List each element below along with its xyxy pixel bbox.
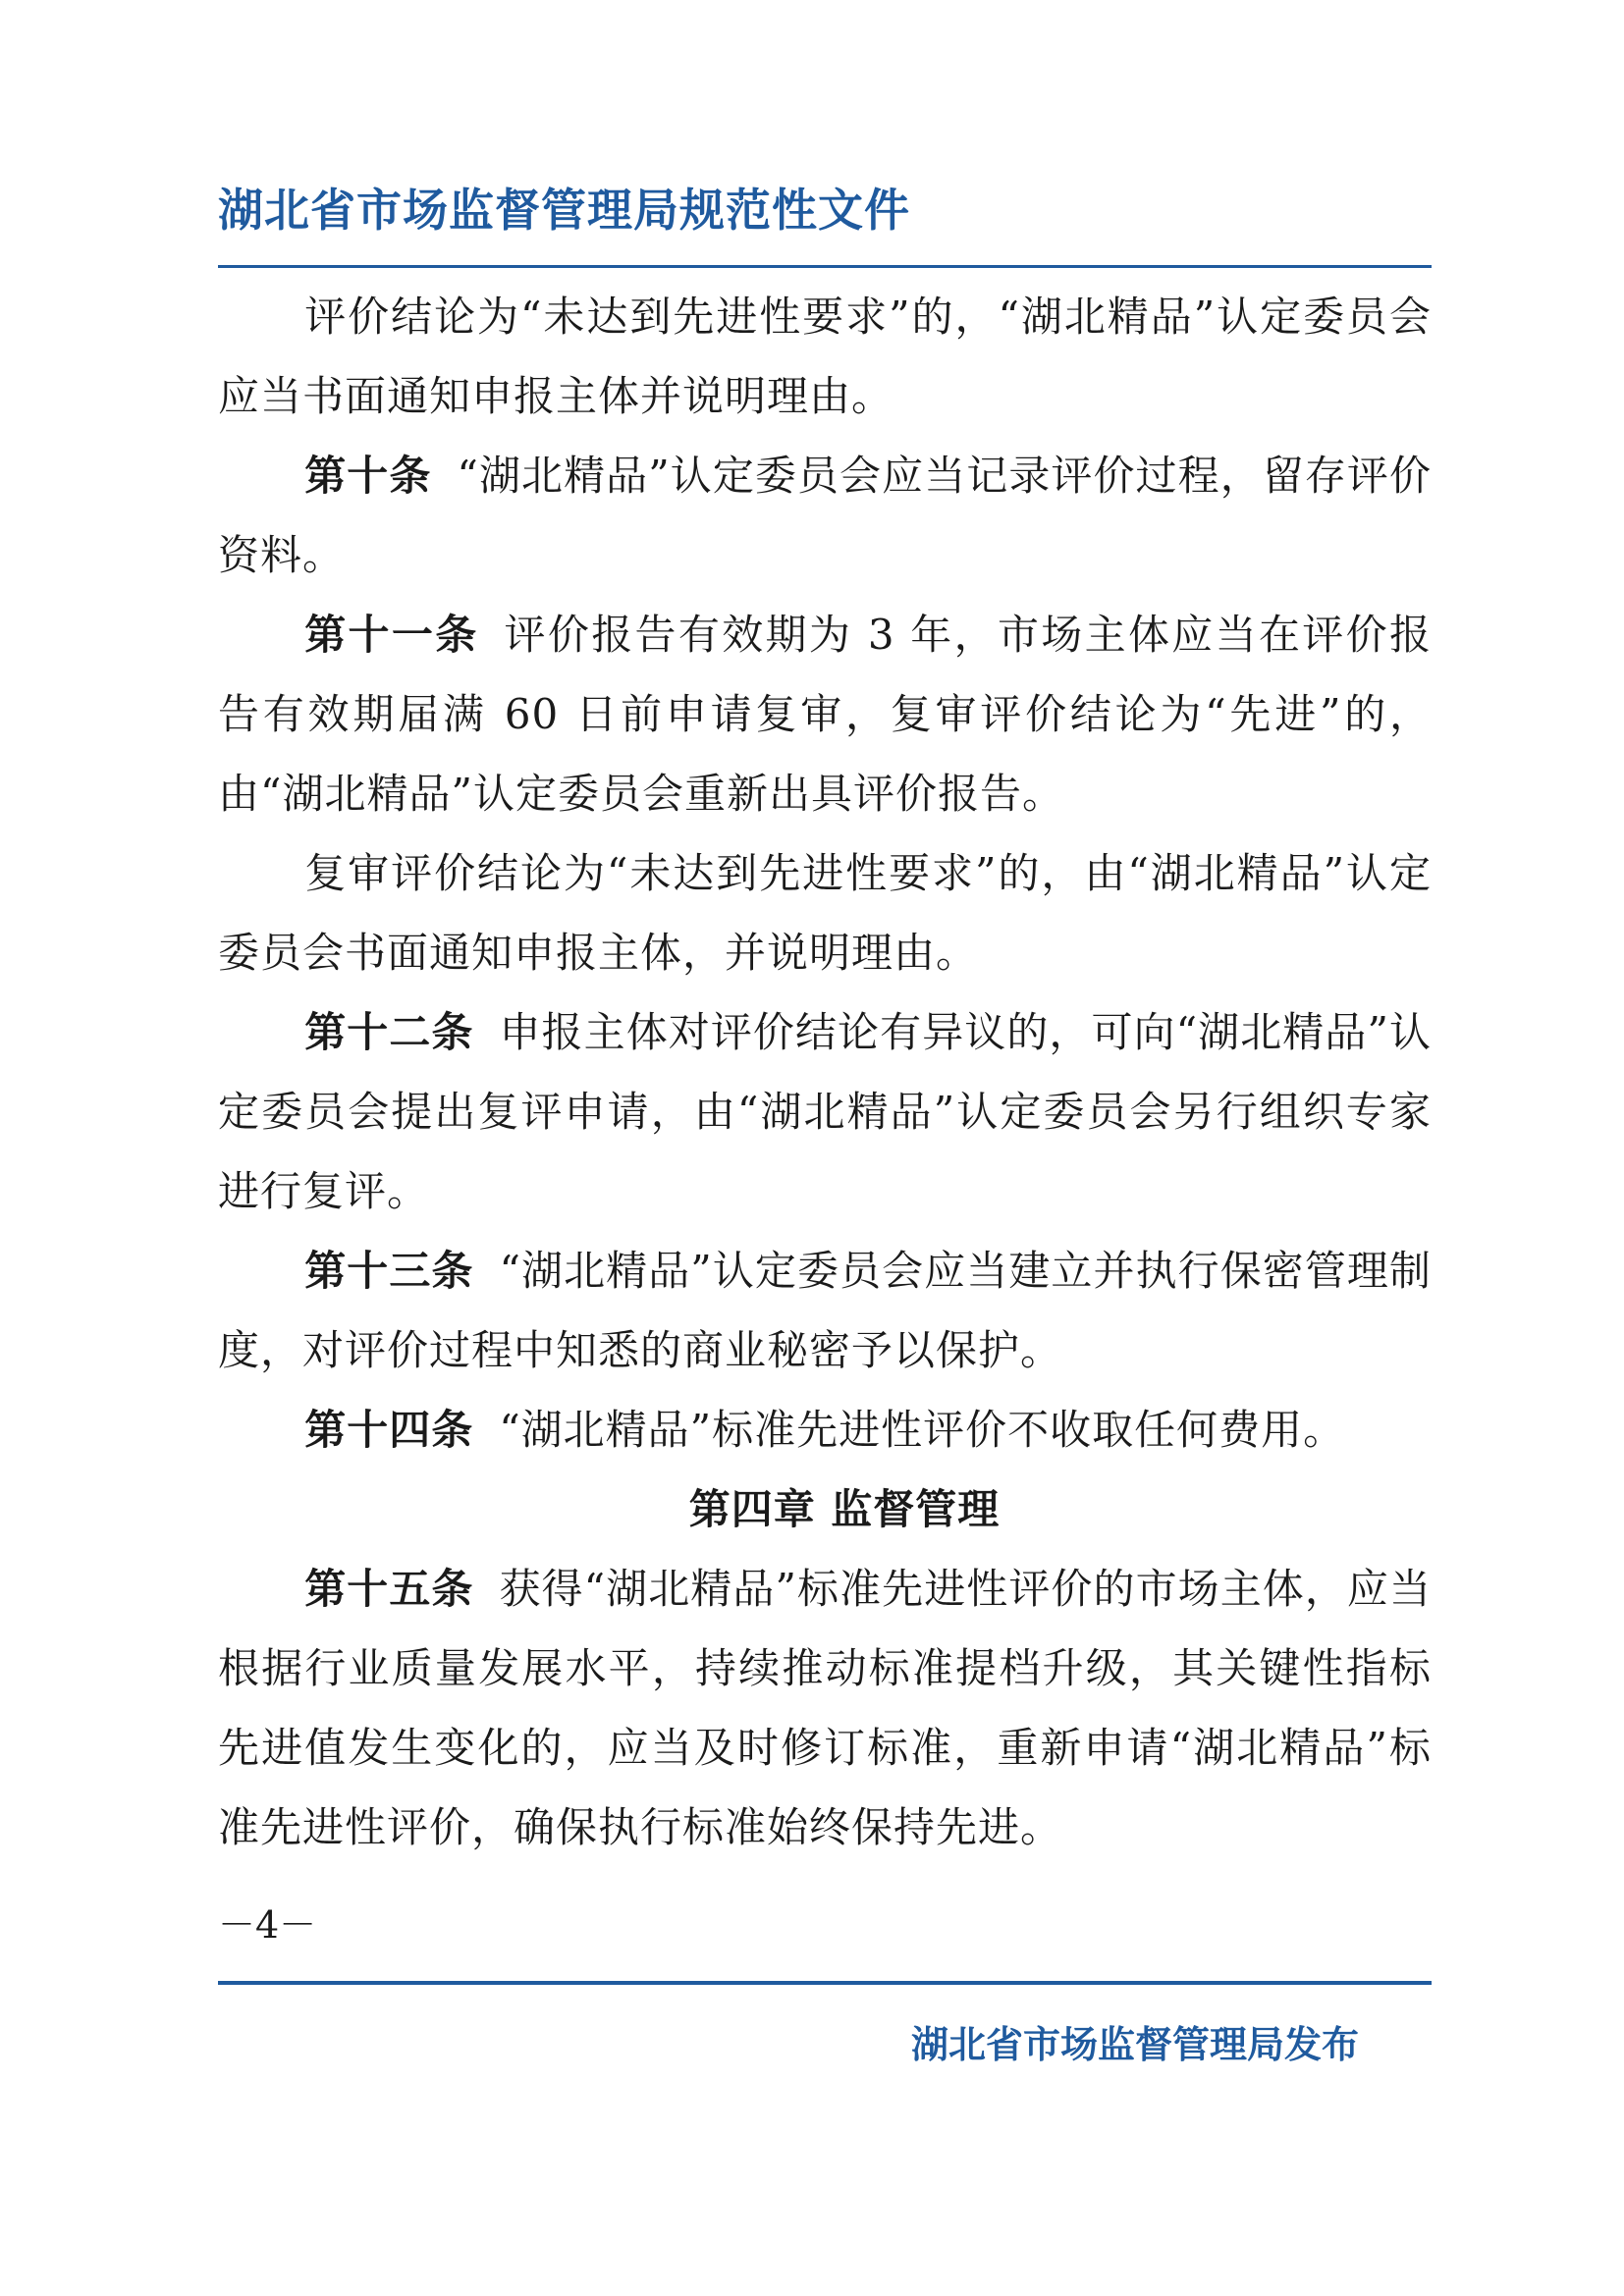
article-11 — [218, 595, 1432, 833]
article-number: 第十四条 — [304, 1406, 474, 1454]
article-text: 申报主体对评价结论有异议的，可向“湖北精品”认定委员会提出复评申请，由“湖北精品”认定委员会另行组织专家进行复评。 — [218, 1008, 1432, 1215]
article-15 — [218, 1549, 1432, 1867]
article-number: 第十一条 — [304, 611, 479, 659]
paragraph-re-review-conclusion — [218, 833, 1432, 992]
article-text: “湖北精品”认定委员会应当记录评价过程，留存评价资料。 — [218, 452, 1432, 579]
article-14 — [218, 1390, 1432, 1469]
article-text: 评价报告有效期为 3 年，市场主体应当在评价报告有效期届满 60 日前申请复审，复审评价结论为“先进”的，由“湖北精品”认定委员会重新出具评价报告。 — [218, 611, 1432, 818]
header-divider — [218, 265, 1432, 268]
paragraph-text: 复审评价结论为“未达到先进性要求”的，由“湖北精品”认定委员会书面通知申报主体，并说明理由。 — [218, 849, 1432, 977]
article-10 — [218, 436, 1432, 595]
paragraph-text: 评价结论为“未达到先进性要求”的，“湖北精品”认定委员会应当书面通知申报主体并说明理由。 — [218, 293, 1432, 420]
page-number: －4－ — [218, 1903, 317, 1947]
article-number: 第十五条 — [304, 1565, 474, 1613]
footer-divider — [218, 1981, 1432, 1985]
article-text: “湖北精品”标准先进性评价不收取任何费用。 — [499, 1406, 1346, 1454]
document-body — [218, 277, 1432, 1867]
article-text: “湖北精品”认定委员会应当建立并执行保密管理制度，对评价过程中知悉的商业秘密予以保护。 — [218, 1247, 1432, 1374]
article-number: 第十条 — [304, 452, 432, 500]
article-text: 获得“湖北精品”标准先进性评价的市场主体，应当根据行业质量发展水平，持续推动标准提档升级，其关键性指标先进值发生变化的，应当及时修订标准，重新申请“湖北精品”标准先进性评价，确保执行标准始终保持先进。 — [218, 1565, 1432, 1851]
document-header-title: 湖北省市场监督管理局规范性文件 — [218, 184, 910, 237]
footer-publisher: 湖北省市场监督管理局发布 — [910, 2023, 1359, 2066]
chapter-heading: 第四章 监督管理 — [688, 1485, 1001, 1533]
article-12 — [218, 992, 1432, 1231]
paragraph-review-conclusion — [218, 277, 1432, 436]
article-number: 第十三条 — [304, 1247, 474, 1295]
article-13 — [218, 1231, 1432, 1390]
article-number: 第十二条 — [304, 1008, 474, 1056]
